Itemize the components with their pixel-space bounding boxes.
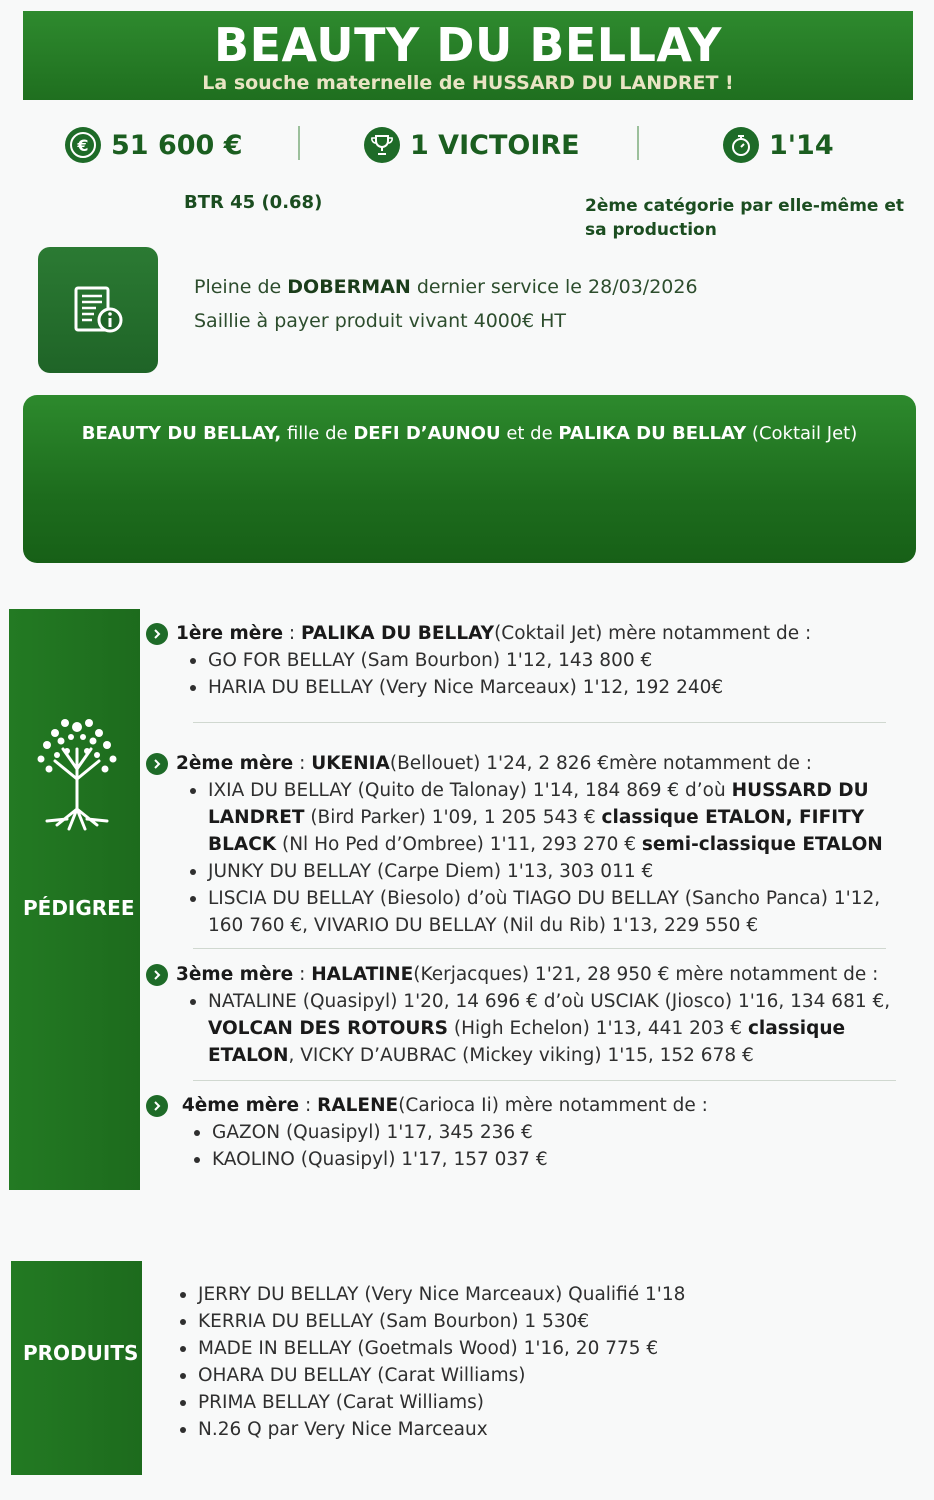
list-item: JERRY DU BELLAY (Very Nice Marceaux) Qualifié 1'18 [180, 1281, 685, 1308]
stat-gains [65, 124, 243, 166]
list-item: PRIMA BELLAY (Carat Williams) [180, 1389, 685, 1416]
mere-rank: 3ème mère [176, 964, 294, 985]
horse-name: HUSSARD DU LANDRET [208, 780, 869, 828]
list-text: IXIA DU BELLAY (Quito de Talonay) 1'14, 184 869 € d’où [208, 780, 732, 801]
list-text: , VICKY D’AUBRAC (Mickey viking) 1'15, 152 678 € [288, 1045, 754, 1066]
chevron-right-icon [146, 1095, 168, 1117]
svg-text:€: € [77, 136, 89, 155]
parentage-text: fille de [281, 423, 354, 444]
tree-icon [27, 709, 127, 837]
mere-name: RALENE [317, 1095, 399, 1116]
list-item: OHARA DU BELLAY (Carat Williams) [180, 1362, 685, 1389]
chevron-right-icon [146, 753, 168, 775]
list-item: N.26 Q par Very Nice Marceaux [180, 1416, 685, 1443]
list-item: LISCIA DU BELLAY (Biesolo) d’où TIAGO DU BELLAY (Sancho Panca) 1'12, 160 760 €, VIVARIO DU BELLAY (Nil du Rib) 1'13, 229 550 € [190, 885, 906, 939]
stat-divider [298, 126, 300, 160]
mere-rank: 4ème mère [181, 1095, 300, 1116]
pedigree-label: PÉDIGREE [23, 896, 135, 920]
list-text: (High Echelon) 1'13, 441 203 € [448, 1018, 748, 1039]
info-text: dernier service le 28/03/2026 [410, 276, 698, 298]
document-info-icon [38, 247, 158, 373]
mere-1: 1ère mère : PALIKA DU BELLAY (Coktail Jet) mère notamment de : GO FOR BELLAY (Sam Bourbon) 1'12, 143 800 € HARIA DU BELLAY (Very Nice Marceaux) 1'12, 192 240€ [146, 621, 811, 701]
stat-victoires [364, 124, 580, 166]
parentage-banner [23, 395, 916, 563]
stat-record [723, 124, 834, 166]
stat-victoires-value: 1 VICTOIRE [410, 129, 580, 161]
divider [193, 722, 886, 723]
divider [193, 948, 886, 949]
mere-4: 4ème mère : RALENE (Carioca Ii) mère notamment de : GAZON (Quasipyl) 1'17, 345 236 € KAOLINO (Quasipyl) 1'17, 157 037 € [146, 1093, 708, 1173]
sire-name: DEFI D’AUNOU [353, 423, 501, 444]
page-subtitle: La souche maternelle de HUSSARD DU LANDRET ! [202, 72, 734, 94]
stopwatch-icon [723, 127, 759, 163]
list-item: GAZON (Quasipyl) 1'17, 345 236 € [194, 1119, 708, 1146]
chevron-right-icon [146, 964, 168, 986]
mere-details: (Carioca Ii) mère notamment de : [398, 1095, 708, 1116]
list-item: KAOLINO (Quasipyl) 1'17, 157 037 € [194, 1146, 708, 1173]
divider [193, 1080, 896, 1081]
list-text: (Nl Ho Ped d’Ombree) 1'11, 293 270 € [276, 834, 642, 855]
stat-record-value: 1'14 [769, 129, 834, 161]
produits-sidebar [11, 1261, 142, 1475]
mere-rank: 2ème mère [176, 753, 294, 774]
categorie-line: 2ème catégorie par elle-même et [585, 196, 905, 216]
classique-text: semi-classique ETALON [641, 834, 883, 855]
produits-list [180, 1281, 685, 1443]
mere-name: UKENIA [311, 753, 390, 774]
stat-gains-value: 51 600 € [111, 129, 243, 161]
etalon-name: DOBERMAN [287, 276, 411, 298]
btr-value: BTR 45 (0.68) [184, 192, 323, 213]
categorie-line: sa production [585, 220, 717, 240]
list-item [190, 777, 906, 858]
euro-icon [65, 127, 101, 163]
list-text: (Bird Parker) 1'09, 1 205 543 € [304, 807, 602, 828]
info-text: Pleine de [194, 276, 288, 298]
list-item: HARIA DU BELLAY (Very Nice Marceaux) 1'12, 192 240€ [190, 674, 811, 701]
list-item: GO FOR BELLAY (Sam Bourbon) 1'12, 143 800 € [190, 647, 811, 674]
list-item [190, 988, 906, 1069]
trophy-icon [364, 127, 400, 163]
categorie-text [585, 194, 904, 242]
mere-details: (Bellouet) 1'24, 2 826 €mère notamment de : [389, 753, 813, 774]
list-item: KERRIA DU BELLAY (Sam Bourbon) 1 530€ [180, 1308, 685, 1335]
dam-name: PALIKA DU BELLAY [558, 423, 747, 444]
mere-name: HALATINE [311, 964, 414, 985]
mere-details: (Coktail Jet) mère notamment de : [494, 623, 812, 644]
mere-details: (Kerjacques) 1'21, 28 950 € mère notamment de : [413, 964, 879, 985]
horse-name: VOLCAN DES ROTOURS [208, 1018, 448, 1039]
list-item: MADE IN BELLAY (Goetmals Wood) 1'16, 20 775 € [180, 1335, 685, 1362]
parentage-text: et de [500, 423, 559, 444]
mere-rank: 1ère mère [176, 623, 284, 644]
mere-3: 3ème mère : HALATINE (Kerjacques) 1'21, 28 950 € mère notamment de : NATALINE (Quasipyl) 1'20, 14 696 € d’où USCIAK (Jiosco) 1'16, 134 681 €, VOLCAN DES ROTOURS (High Echelon) 1'13, 441 203 € classique ETALON, VICKY D’AUBRAC (Mickey viking) 1'15, 152 678 € [146, 962, 906, 1069]
header-banner [23, 11, 913, 100]
classique-text: classique ETALON, FIFITY BLACK [208, 807, 865, 855]
info-saillie: Saillie à payer produit vivant 4000€ HT [194, 310, 566, 332]
list-text: NATALINE (Quasipyl) 1'20, 14 696 € d’où USCIAK (Jiosco) 1'16, 134 681 €, [208, 991, 891, 1012]
chevron-right-icon [146, 623, 168, 645]
pedigree-sidebar [9, 609, 140, 1190]
classique-text: classique ETALON [208, 1018, 846, 1066]
horse-name: BEAUTY DU BELLAY, [81, 423, 282, 444]
stat-divider [637, 126, 639, 160]
list-item: JUNKY DU BELLAY (Carpe Diem) 1'13, 303 011 € [190, 858, 906, 885]
mere-2: 2ème mère : UKENIA (Bellouet) 1'24, 2 826 €mère notamment de : IXIA DU BELLAY (Quito de Talonay) 1'14, 184 869 € d’où HUSSARD DU LANDRET (Bird Parker) 1'09, 1 205 543 € classique ETALON, FIFITY BLACK (Nl Ho Ped d’Ombree) 1'11, 293 270 € semi-classique ETALON JUNKY DU BELLAY (Carpe Diem) 1'13, 303 011 € LISCIA DU BELLAY (Biesolo) d’où TIAGO DU BELLAY (Sancho Panca) 1'12, 160 760 €, VIVARIO DU BELLAY (Nil du Rib) 1'13, 229 550 € [146, 751, 906, 939]
mere-name: PALIKA DU BELLAY [301, 623, 495, 644]
page-title: BEAUTY DU BELLAY [214, 18, 722, 72]
info-pleine [194, 276, 698, 298]
dam-sire: (Coktail Jet) [746, 423, 858, 444]
produits-label: PRODUITS [23, 1341, 139, 1365]
